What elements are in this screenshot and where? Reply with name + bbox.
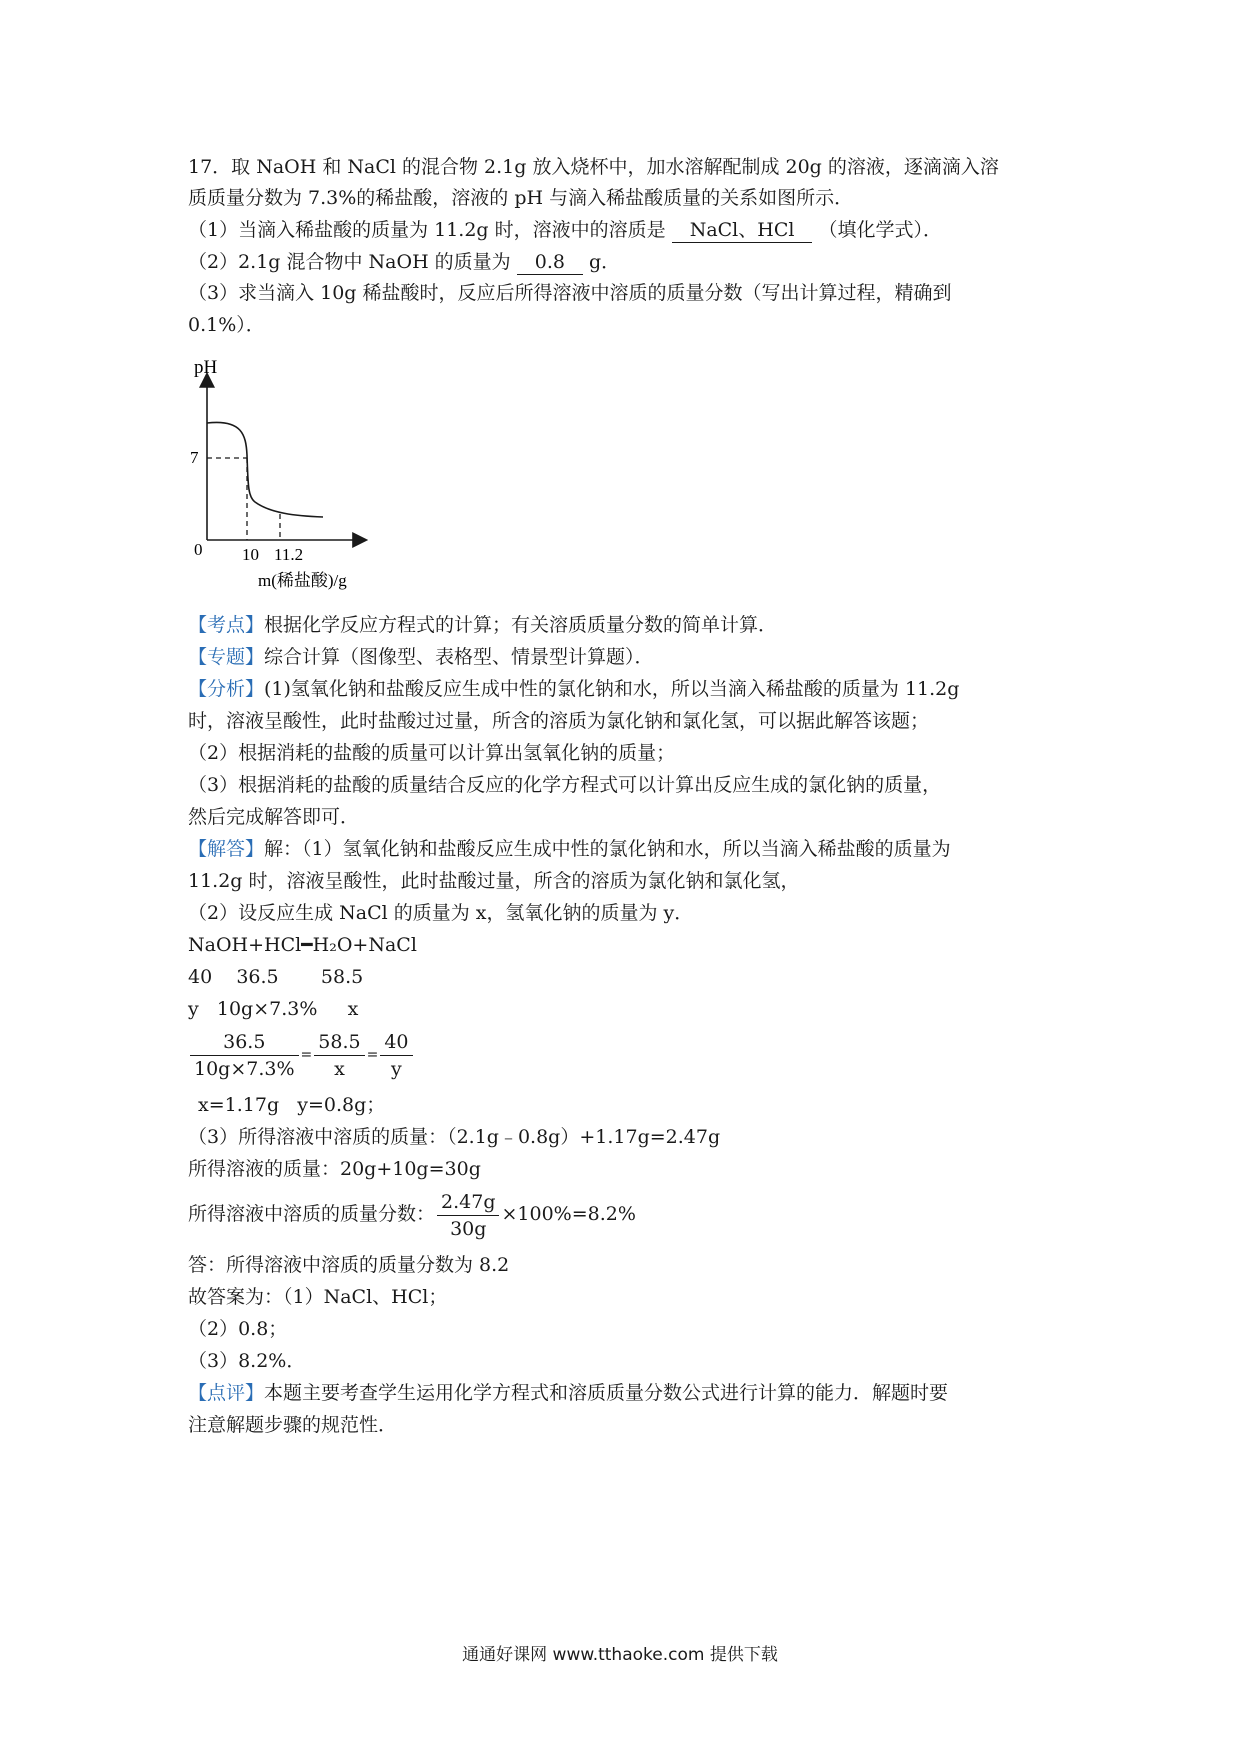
ph-chart xyxy=(180,345,400,590)
step3-line-2: 所得溶液的质量：20g+10g=30g xyxy=(188,1158,481,1180)
footer-text: 通通好课网 www.tthaoke.com 提供下载 xyxy=(462,1645,778,1665)
fenxi-text-1: (1)氢氧化钠和盐酸反应生成中性的氯化钠和水，所以当滴入稀盐酸的质量为 11.2g xyxy=(264,678,960,700)
sub-question-2-prefix: （2）2.1g 混合物中 NaOH 的质量为 xyxy=(188,251,511,273)
final-answer-2: （2）0.8； xyxy=(188,1318,288,1340)
dianping-line-2: 注意解题步骤的规范性． xyxy=(188,1414,398,1436)
step3-line-3-prefix: 所得溶液中溶质的质量分数： xyxy=(188,1203,436,1225)
final-answer-1: 故答案为：（1）NaCl、HCl； xyxy=(188,1286,448,1308)
jieda-line-1 xyxy=(188,834,951,864)
sub-question-1-suffix: （填化学式）． xyxy=(818,219,943,241)
fraction-3-denominator: y xyxy=(391,1057,402,1080)
fraction-result-numerator: 2.47g xyxy=(437,1189,499,1216)
sub-question-1 xyxy=(188,215,942,245)
proportion-equation xyxy=(188,1026,415,1083)
dianping-tag: 【点评】 xyxy=(188,1382,265,1404)
question-line-2: 质质量分数为 7.3%的稀盐酸，溶液的 pH 与滴入稀盐酸质量的关系如图所示． xyxy=(188,187,854,209)
fraction-1-numerator: 36.5 xyxy=(190,1029,299,1056)
fraction-1 xyxy=(190,1029,299,1082)
kaodian-tag: 【考点】 xyxy=(188,614,265,636)
step3-line-3 xyxy=(188,1186,636,1242)
step3-line-3-suffix: ×100%=8.2% xyxy=(501,1203,636,1225)
unknowns-row: y 10g×7.3% x xyxy=(188,998,359,1020)
fraction-2-denominator: x xyxy=(334,1057,345,1080)
origin-label: 0 xyxy=(194,540,203,559)
answer-blank-1: NaCl、HCl xyxy=(672,218,813,243)
zhuanti-text: 综合计算（图像型、表格型、情景型计算题）． xyxy=(264,646,654,668)
fenxi-tag: 【分析】 xyxy=(188,678,265,700)
sub-question-2 xyxy=(188,247,620,277)
dianping-text-1: 本题主要考查学生运用化学方程式和溶质质量分数公式进行计算的能力．解题时要 xyxy=(264,1382,949,1404)
jieda-tag: 【解答】 xyxy=(188,838,265,860)
kaodian-text: 根据化学反应方程式的计算；有关溶质质量分数的简单计算． xyxy=(264,614,778,636)
sub-question-2-suffix: g． xyxy=(589,251,621,273)
fraction-3-numerator: 40 xyxy=(380,1029,412,1056)
jieda-line-3: （2）设反应生成 NaCl 的质量为 x，氢氧化钠的质量为 y． xyxy=(188,902,694,924)
result-xy: x=1.17g y=0.8g； xyxy=(198,1094,386,1116)
kaodian-line xyxy=(188,610,777,640)
dianping-line-1 xyxy=(188,1378,948,1408)
x-tick-11-2: 11.2 xyxy=(274,545,304,564)
ph-curve xyxy=(207,422,323,517)
zhuanti-tag: 【专题】 xyxy=(188,646,265,668)
sub-question-1-prefix: （1）当滴入稀盐酸的质量为 11.2g 时，溶液中的溶质是 xyxy=(188,219,666,241)
jieda-text-1: 解：（1）氢氧化钠和盐酸反应生成中性的氯化钠和水，所以当滴入稀盐酸的质量为 xyxy=(264,838,951,860)
fenxi-line-4: （3）根据消耗的盐酸的质量结合反应的化学方程式可以计算出反应生成的氯化钠的质量， xyxy=(188,774,942,796)
equals-sign-2: = xyxy=(366,1047,379,1063)
fraction-2-numerator: 58.5 xyxy=(314,1029,364,1056)
x-tick-10: 10 xyxy=(242,545,259,564)
step3-line-1: （3）所得溶液中溶质的质量：（2.1g﹣0.8g）+1.17g=2.47g xyxy=(188,1126,721,1148)
equals-sign-1: = xyxy=(300,1047,313,1063)
x-axis-label: m(稀盐酸)/g xyxy=(258,571,347,590)
chemical-equation: NaOH+HCl━H₂O+NaCl xyxy=(188,934,417,956)
fraction-result-denominator: 30g xyxy=(450,1217,487,1240)
fenxi-line-1 xyxy=(188,674,959,704)
sub-question-3-line-1: （3）求当滴入 10g 稀盐酸时，反应后所得溶液中溶质的质量分数（写出计算过程，精确到 xyxy=(188,282,952,304)
sub-question-3-line-2: 0.1%）． xyxy=(188,314,265,336)
final-answer-3: （3）8.2%． xyxy=(188,1350,306,1372)
answer-blank-2: 0.8 xyxy=(517,250,583,275)
relative-masses: 40 36.5 58.5 xyxy=(188,966,364,988)
fenxi-line-3: （2）根据消耗的盐酸的质量可以计算出氢氧化钠的质量； xyxy=(188,742,676,764)
fenxi-line-5: 然后完成解答即可． xyxy=(188,806,360,828)
fenxi-line-2: 时，溶液呈酸性，此时盐酸过过量，所含的溶质为氯化钠和氯化氢，可以据此解答该题； xyxy=(188,710,930,732)
jieda-line-2: 11.2g 时，溶液呈酸性，此时盐酸过量，所含的溶质为氯化钠和氯化氢， xyxy=(188,870,800,892)
y-tick-7: 7 xyxy=(190,448,199,467)
fraction-result xyxy=(437,1189,499,1242)
fraction-3 xyxy=(380,1029,412,1082)
question-line-1: 17．取 NaOH 和 NaCl 的混合物 2.1g 放入烧杯中，加水溶解配制成 20g 的溶液，逐滴滴入溶 xyxy=(188,156,999,178)
zhuanti-line xyxy=(188,642,654,672)
fraction-2 xyxy=(314,1029,364,1082)
y-axis-label: pH xyxy=(194,357,218,378)
answer-line: 答：所得溶液中溶质的质量分数为 8.2 xyxy=(188,1254,510,1276)
fraction-1-denominator: 10g×7.3% xyxy=(194,1057,295,1080)
